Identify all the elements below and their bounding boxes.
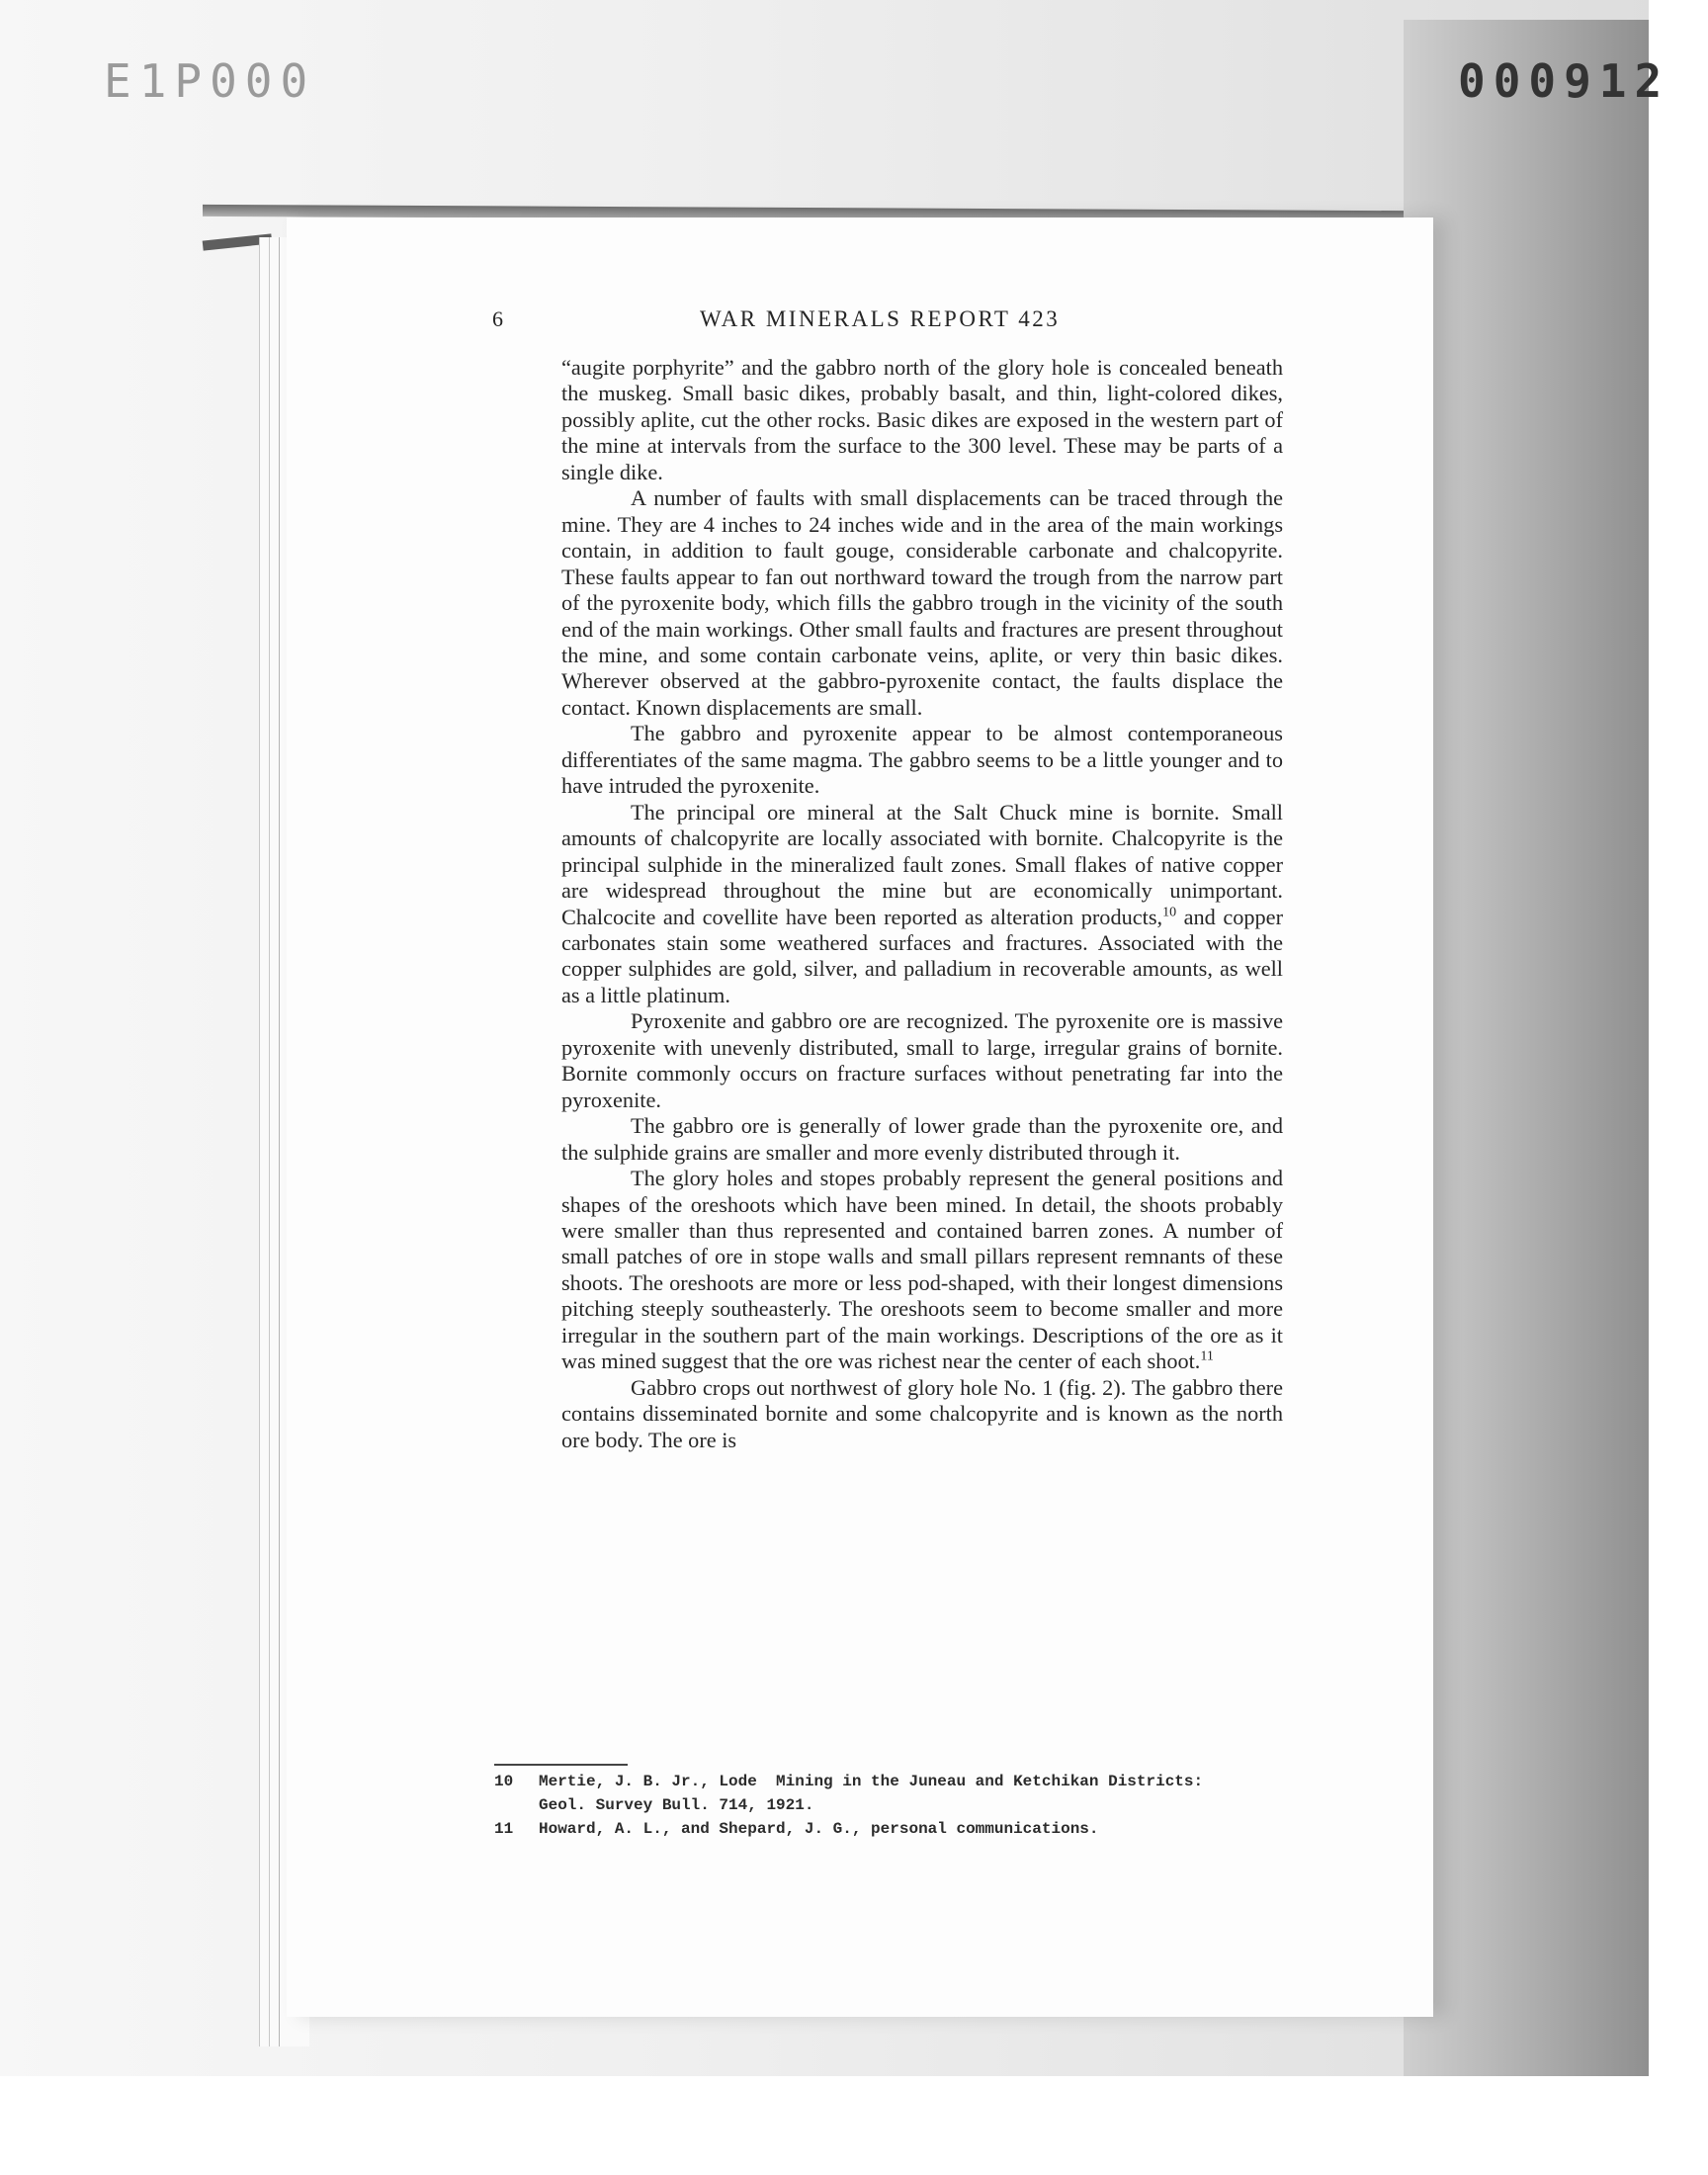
paragraph (561, 1166, 1283, 1375)
paragraph: “augite porphyrite” and the gabbro north of the glory hole is concealed beneath the muskeg. Small basic dikes, probably basalt, and thin, light-colored dikes, possibly aplite, cut the other rocks. Basic dikes are exposed in the western part of the mine at intervals from the surface to the 300 level. These may be parts of a single dike. (561, 355, 1283, 484)
paragraph: The gabbro and pyroxenite appear to be almost contemporaneous differentiates of the same magma. The gabbro seems to be a little younger and to have intruded the pyroxenite. (561, 721, 1283, 799)
footnote-continuation: Geol. Survey Bull. 714, 1921. (539, 1796, 814, 1814)
paragraph-text: and copper carbonates stain some weathered surfaces and fractures. Associated with the copper sulphides are gold, silver, and palladium in recoverable amounts, as well as a little platinum. (561, 904, 1283, 1007)
footnote-text: Mertie, J. B. Jr., Lode Mining in the Juneau and Ketchikan Districts: (539, 1773, 1204, 1790)
footnote-text: Howard, A. L., and Shepard, J. G., personal communications. (539, 1820, 1099, 1838)
paragraph (561, 800, 1283, 1009)
paragraph: A number of faults with small displacements can be traced through the mine. They are 4 inches to 24 inches wide and in the area of the main workings contain, in addition to fault gouge, considerable carbonate and chalcopyrite. These faults appear to fan out northward toward the trough from the narrow part of the pyroxenite body, which fills the gabbro trough in the vicinity of the south end of the main workings. Other small faults and fractures are present throughout the mine, and some contain carbonate veins, aplite, or very thin basic dikes. Wherever observed at the gabbro-pyroxenite contact, the faults displace the contact. Known displacements are small. (561, 485, 1283, 720)
paragraph: Gabbro crops out northwest of glory hole No. 1 (fig. 2). The gabbro there contains disseminated bornite and some chalcopyrite and is known as the north ore body. The ore is (561, 1374, 1283, 1452)
footnote-number: 11 (494, 1820, 514, 1838)
page-number: 6 (492, 306, 503, 331)
paragraph-text: The glory holes and stopes probably represent the general positions and shapes of the oreshoots which have been mined. In detail, the shoots probably were smaller than thus represented and contained barren zones. A number of small patches of ore in stope walls and small pillars represent remnants of these shoots. The oreshoots are more or less pod-shaped, with their longest dimensions pitching steeply southeasterly. The oreshoots seem to become smaller and more irregular in the southern part of the main workings. Descriptions of the ore as it was mined suggest that the ore was richest near the center of each shoot. (561, 1166, 1283, 1374)
scan-margin-bottom (0, 2076, 1708, 2175)
footnote-rule (494, 1764, 628, 1766)
scan-shadow-right (1404, 20, 1651, 2076)
footnote (494, 1770, 1364, 1793)
footnote-reference: 11 (1200, 1348, 1214, 1364)
footnote (494, 1817, 1364, 1841)
paragraph-text: The principal ore mineral at the Salt Chuck mine is bornite. Small amounts of chalcopyrite are locally associated with bornite. Chalcopyrite is the principal sulphide in the mineralized fault zones. Small flakes of native copper are widespread throughout the mine but are economically unimportant. Chalcocite and covellite have been reported as alteration products, (561, 799, 1283, 929)
running-head: WAR MINERALS REPORT 423 (700, 306, 1061, 331)
paragraph: Pyroxenite and gabbro ore are recognized. The pyroxenite ore is massive pyroxenite with unevenly distributed, small to large, irregular grains of bornite. Bornite commonly occurs on fracture surfaces without penetrating far into the pyroxenite. (561, 1008, 1283, 1112)
paragraph: The gabbro ore is generally of lower grade than the pyroxenite ore, and the sulphide grains are smaller and more evenly distributed through it. (561, 1113, 1283, 1165)
scan-margin-right (1649, 0, 1708, 2175)
body-text (561, 355, 1283, 1453)
scan-code-left: E1P000 (104, 54, 316, 108)
footnote-number: 10 (494, 1773, 514, 1790)
footnotes (494, 1770, 1364, 1841)
scan-code-right: 000912 (1458, 54, 1670, 108)
footnote-reference: 10 (1162, 905, 1177, 920)
